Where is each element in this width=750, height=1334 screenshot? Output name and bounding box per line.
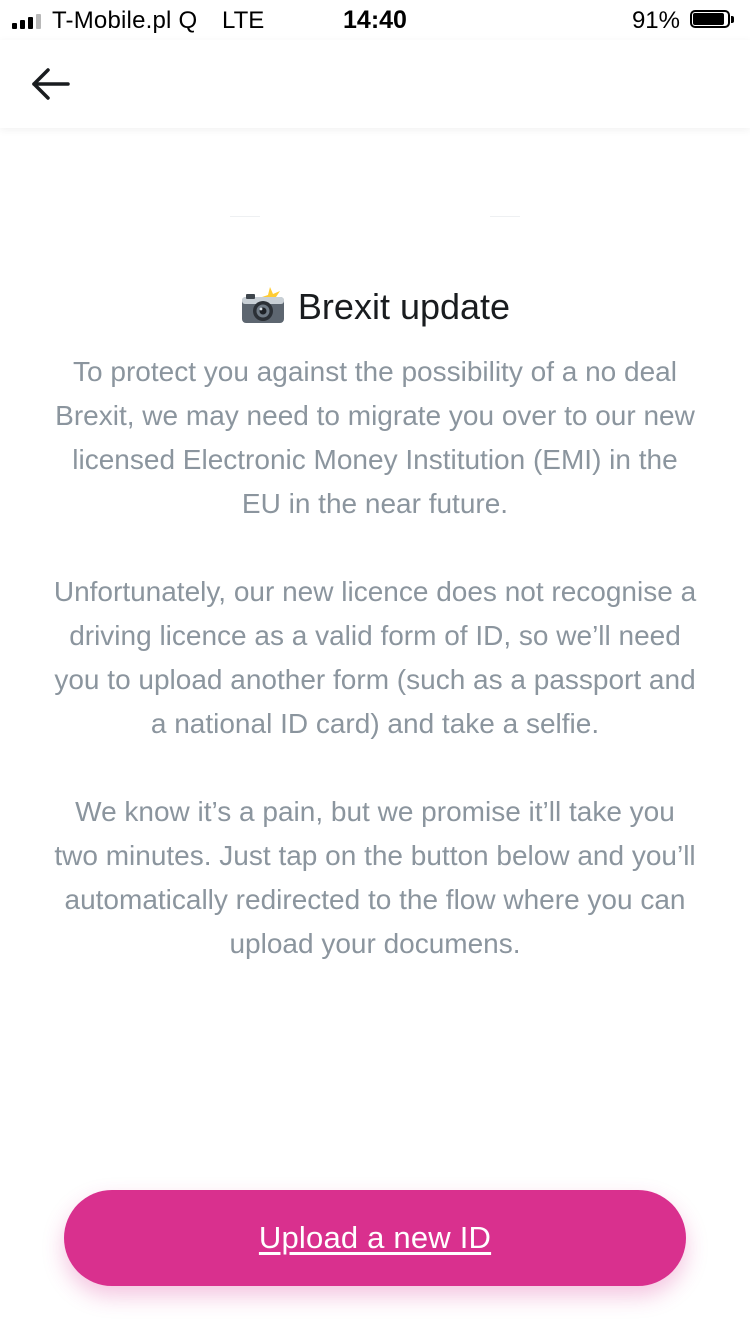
camera-with-flash-icon [240,285,286,325]
body-text [50,350,700,1010]
page-title: Brexit update [297,286,511,327]
status-bar [0,0,750,40]
upload-new-id-button[interactable] [64,1190,686,1286]
paragraph: We know it’s a pain, but we promise it’ll take you two minutes. Just tap on the button below and you’ll automatically redirected to the flow where you can upload your documens. [54,796,696,959]
page-title-row [0,282,750,332]
divider [490,216,520,217]
arrow-left-icon [28,64,72,104]
battery-icon [690,10,736,30]
status-time: 14:40 [343,6,407,34]
divider [230,216,260,217]
carrier-name: T-Mobile.pl Q [52,7,198,34]
back-button[interactable] [28,64,72,104]
network-type: LTE [222,7,265,34]
paragraph: To protect you against the possibility of a no deal Brexit, we may need to migrate you over to our new licensed Electronic Money Institution (EMI) in the EU in the near future. [55,356,695,519]
navigation-bar [0,40,750,128]
paragraph: Unfortunately, our new licence does not recognise a driving licence as a valid form of ID, so we’ll need you to upload another form (such as a passport and a national ID card) and take a selfie. [53,576,697,739]
battery-percentage: 91% [631,7,680,34]
upload-new-id-label: Upload a new ID [258,1220,492,1255]
